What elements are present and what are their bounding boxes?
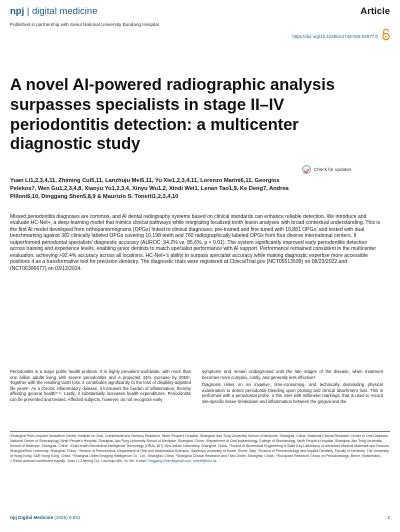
affiliations-footnote <box>10 434 390 465</box>
body-column-right <box>202 369 383 406</box>
corresponding-email-link[interactable]: Dinggang.Shen@gmail.com; tonetti@hku.hk <box>147 459 217 464</box>
footnote-divider <box>10 431 390 432</box>
journal-brand[interactable]: npj | digital medicine <box>10 6 98 17</box>
abstract: Missed periodontitis diagnoses are common, and AI dental radiography systems based on clinical standards can enhance reliable detection. We introduce and evaluate HC-Net+, a deep-learning model that mimics clinical pathways while integrating localized tooth lesion analyses with broad contextual understanding. This is the first AI model developed from orthopantomograms (OPGs) linked to clinical diagnoses, pre-trained and fine-tuned with 10,881 OPGs, and tested with dual benchmarking against 382 clinically labeled OPGs covering 10,198 teeth and 760 radiographically labeled OPGs from four diverse international centers. It outperformed periodontal specialists' diagnostic accuracy (AUROC: 94.2% vs. 85.6%, p < 0.01). The system significantly improved early periodontitis detection across training and experience levels, enabling junior dentists to match specialist performance with AI support. Performance remained consistent in the multicenter evaluation, achieving >92.4% accuracy across all locations. HC-Net+'s ability to surpass specialist accuracy while making diagnostic expertise more accessible positions it as a transformative tool for precision dentistry. The diagnostic trials were registered at ClinicalTrial.gov (NCT05513599) on 08/23/2022 and (NCT06306677) on 03/12/2024. <box>10 214 381 272</box>
open-access-icon[interactable] <box>382 28 390 41</box>
body-paragraph: Diagnosis relies on an invasive, time-consuming, and technically demanding physical examination to detect periodontal bleeding upon probing and clinical attachment loss. This is performed with a periodontal probe, a thin ruler with millimeter markings, that is used to record site-specific tissue breakdown and inflammation between the gingiva and the <box>202 382 383 404</box>
page-header <box>10 6 390 20</box>
affiliations-text: ¹Shanghai Perio-Implant Innovation Center, Institute for Oral, Craniofacial and Sensory Research, Ninth People's Hospital, Shanghai Jiao Tong University School of Medicine, Shanghai, China. ²National Clinical Research Center of Oral Diseases, National Center of Stomatology, Ninth People's Hospital, Shanghai Jiao Tong University School of Medicine, Shanghai, China. ³Department of Oral Implantology, College of Stomatology, Ninth People's Hospital, Shanghai Jiao Tong University School of Medicine, Shanghai, China. ⁴Oral Health Biomedical Intelligence Technology (ORAL-BIT) Sino-Italian Laboratory, Shanghai, China. ⁵School of Biomedical Engineering & State Key Laboratory of Advanced Medical Materials and Devices, ShanghaiTech University, Shanghai, China. ⁶Section of Periodontics, Department of Oral and Maxillofacial Sciences, Sapienza University of Rome, Rome, Italy. ⁷Division of Periodontology and Implant Dentistry, Faculty of Dentistry, The University of Hong Kong, SAR Hong Kong, China. ⁸Shanghai United Imaging Intelligence Co., Ltd., Shanghai, China. ⁹Shanghai Clinical Research and Trial Center, Shanghai, China. ¹⁰European Research Group on Periodontology, Berne, Switzerland. ¹¹These authors contributed equally: Yuan Li, Zhiming Cui, Lanzhuju Mei, Yu Xie. <box>10 434 390 464</box>
footer-journal: npj Digital Medicine <box>10 515 54 520</box>
body-paragraph: Periodontitis is a major public health problem. It is highly prevalent worldwide, with more than one billion adults living with severe periodontitis and a projected 44% increase by 2050¹. Together with the resulting tooth loss, it contributes significantly to the loss of disability-adjusted life years². As a chronic inflammatory disease, it increases the burden of inflammation, thereby affecting general health³⁻⁵. Lastly, it substantially increases health expenditures. Periodontitis can be prevented and treated. Affected subjects, however, do not recognize early <box>10 369 191 402</box>
article-type-label: Article <box>360 6 390 17</box>
article-title: A novel AI-powered radiographic analysis surpasses specialists in stage II–IV periodontitis detection: a multicenter diagnostic study <box>10 76 335 154</box>
check-updates-icon <box>302 165 311 174</box>
doi-link[interactable]: https://doi.org/10.1038/s41746-025-02077-0 <box>292 34 378 39</box>
body-column-left <box>10 369 191 404</box>
email-label: e-mail: <box>135 459 147 464</box>
footer-volume: (2025) 8:691 <box>54 515 81 520</box>
journal-brand-name: digital medicine <box>32 6 98 17</box>
page-footer <box>10 515 390 523</box>
journal-brand-prefix: npj <box>10 6 25 17</box>
footer-citation <box>10 515 80 520</box>
body-paragraph: symptoms and remain undiagnosed until the late stages of the disease, when treatment becomes more complex, costly, and generally less effective⁶. <box>202 369 383 380</box>
check-updates-label: Check for updates <box>314 167 352 172</box>
author-list: Yuan Li1,2,3,4,11, Zhiming Cui5,11, Lanzhuju Mei5,11, Yu Xie1,2,3,4,11, Lorenzo Marini6,11, Georgios Pelekos7, Wen Gu1,2,3,4,8, Xiaoyu Yu1,2,3,4, Xinyu Wu1,2, Xindi Wei1, Lenan Tao1,9, Ke Deng7, Andrea Pilloni6,10, Dinggang Shen5,8,9 & Maurizio S. Tonetti1,2,3,4,10 <box>10 178 289 200</box>
page-number: 1 <box>387 515 390 520</box>
partnership-line: Published in partnership with Seoul National University Bundang Hospital <box>10 22 159 27</box>
check-for-updates-button[interactable] <box>302 165 351 174</box>
